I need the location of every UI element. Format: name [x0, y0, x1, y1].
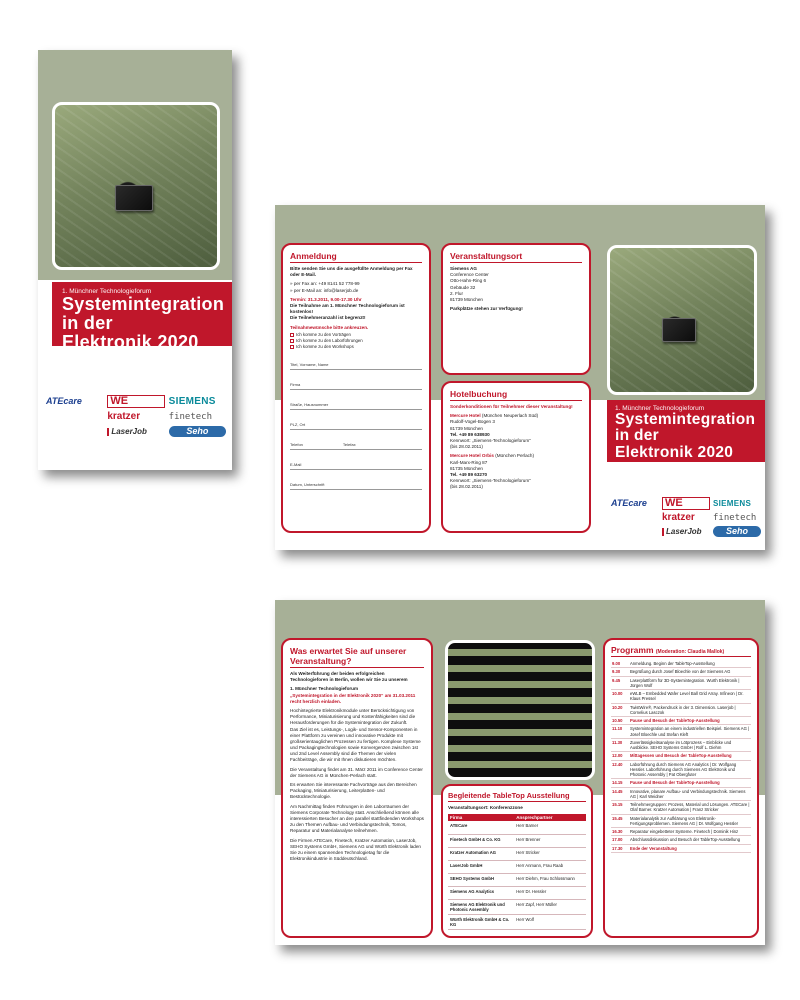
exhibitor-header-row: [448, 814, 586, 821]
table-row: [448, 899, 586, 914]
program-item: Anmeldung. Beginn der TableTop-Ausstellung: [629, 660, 751, 668]
expectations-lead: Als Weiterführung der beiden erfolgreichen Technologieforen in Berlin, wollen wir Sie zu unserem: [290, 671, 408, 683]
back-logo-grid: [611, 497, 761, 537]
program-item: Reparatur eingebetteter Systeme. Finetech | Dominik Hinz: [629, 828, 751, 836]
exhibitor-firm: Würth Elektronik GmbH & Co. KG: [448, 914, 514, 929]
checkbox-square[interactable]: [290, 333, 294, 337]
table-row: [611, 828, 751, 836]
hotel-2-name: Mercure Hotel Orbis: [450, 453, 494, 459]
program-item: Ende der Veranstaltung: [629, 844, 751, 852]
expectations-p6: Die Firmen ATECare, Finetech, Kratzer Automation, LaserJob, SEHO Systems GmbH, Siemens AG und Würth Elektronik laden Sie zu einem spannenden Technologietag für die Elektronikindustrie in Süddeutschland.: [290, 837, 421, 862]
program-time: 17.30: [611, 844, 629, 852]
cover-sheet: [38, 50, 232, 470]
hotel-2-location: (München Perlach): [495, 453, 535, 459]
program-item: Laserplattform für 3D-Systemintegration. Wurth Elektronik | Jürgen Wolf: [629, 676, 751, 690]
table-row: [611, 725, 751, 739]
back-title-banner: [607, 400, 765, 469]
hotel-1-until: (bis 28.02.2011): [450, 444, 483, 450]
table-row: [448, 834, 586, 847]
table-row: [611, 738, 751, 752]
venue-line: Siemens AG: [450, 266, 477, 271]
exhibitor-contact: Herr Barner: [514, 821, 586, 834]
expectations-invite: „Systemintegration in der Elektronik 2020“ am 31.03.2011 recht herzlich einladen.: [290, 692, 416, 704]
program-time: 15.15: [611, 801, 629, 815]
exhibitor-firm: Siemens AG Analytics: [448, 886, 514, 899]
program-heading: [611, 645, 751, 657]
registration-mail: » per E-Mail an: info@laserjob.de: [290, 287, 359, 293]
program-time: 14.15: [611, 779, 629, 787]
exhibitor-firm: ATECare: [448, 821, 514, 834]
cover-title-line2: Elektronik 2020: [62, 331, 199, 352]
back-forum-label: 1. Münchner Technologieforum: [615, 405, 705, 412]
table-row: [611, 660, 751, 668]
we-logo: WE: [662, 497, 710, 510]
program-item: Pause und Besuch der TableTop-Ausstellung: [629, 779, 751, 787]
siemens-logo: SIEMENS: [168, 395, 216, 407]
venue-heading: Veranstaltungsort: [450, 251, 582, 263]
expectations-box: [281, 638, 433, 938]
table-row: [448, 847, 586, 860]
registration-box: [281, 243, 431, 533]
field-street[interactable]: Straße, Hausnummer: [290, 390, 422, 410]
exhibitor-table: [448, 814, 586, 930]
field-phone: Telefon: [290, 441, 303, 447]
exhibitor-contact: Herr Brenner: [514, 834, 586, 847]
option-workshops-checkbox[interactable]: [290, 344, 422, 349]
hotel-2-code: Kennwort: „Siemens-Technologieforum“: [450, 478, 531, 484]
exhibitor-contact: Herr Zapf, Herr Müller: [514, 899, 586, 914]
option-talks-label: Ich komme zu den Vorträgen: [296, 331, 351, 337]
registration-limit: Die Teilnehmeranzahl ist begrenzt!: [290, 315, 366, 321]
exhibitor-contact: Herr Stricker: [514, 847, 586, 860]
table-row: [448, 914, 586, 929]
checkbox-square[interactable]: [290, 345, 294, 349]
hotel-intro: Sonderkonditionen für Teilnehmer dieser Veranstaltung!: [450, 404, 573, 409]
program-item: Begrüßung durch Josef Bloechle von der Siemens AG: [629, 668, 751, 676]
program-time: 15.45: [611, 814, 629, 828]
registration-heading: Anmeldung: [290, 251, 422, 263]
hotel-1-street: Rudolf-Vogel-Bogen 3: [450, 419, 495, 425]
exhibitor-contact: Herr Dr. Hessler: [514, 886, 586, 899]
table-row: [448, 860, 586, 873]
hotel-2-until: (bis 28.02.2011): [450, 484, 483, 490]
program-item: Materialanalytik zur Aufklärung von Elektronik-Fertigungsproblemen. Siemens AG | Dr. Wolfgang Hessler: [629, 814, 751, 828]
siemens-logo: SIEMENS: [713, 498, 752, 508]
option-workshops-label: Ich komme zu den Workshops: [296, 343, 354, 349]
program-item: Abschlussdiskussion und Besuch der TableTop-Ausstellung: [629, 836, 751, 844]
finetech-logo: finetech: [713, 512, 757, 523]
table-row: [448, 886, 586, 899]
cover-title-banner: [52, 282, 232, 360]
hotel-1-phone: Tel. +49 89 638930: [450, 431, 490, 437]
chip-image: [662, 318, 696, 342]
hotel-2-phone: Tel. +49 89 63270: [450, 471, 488, 477]
program-item: Systemintegration an einem industriellen Beispiel. Siemens AG | Josef Bloechle und Stefan Kleft: [630, 726, 750, 737]
exhibitor-contact: Herr Diehm, Frau Schlossmann: [514, 873, 586, 886]
field-signature[interactable]: Datum, Unterschrift: [290, 470, 422, 490]
field-company[interactable]: Firma: [290, 370, 422, 390]
program-time: 11.10: [611, 725, 629, 739]
table-row: [611, 752, 751, 760]
option-labs-label: Ich komme zu den Laborführungen: [296, 337, 363, 343]
cover-chip-photo: [52, 102, 220, 270]
registration-fee: Die Teilnahme am 1. Münchner Technologieforum ist kostenlos!: [290, 302, 405, 315]
expectations-p3: Die Veranstaltung findet am 31. März 2011 im Conference Center der Siemens AG in München-Perlach statt.: [290, 766, 423, 778]
checkbox-square[interactable]: [290, 339, 294, 343]
hotel-heading: Hotelbuchung: [450, 389, 582, 401]
table-row: [448, 821, 586, 834]
registration-deadline: Termin: 31.3.2011, 9.00-17.30 Uhr: [290, 296, 362, 302]
exhibitor-firm: LaserJob GmbH: [448, 860, 514, 873]
cover-title-line1: Systemintegration in der: [62, 294, 225, 333]
program-time: 16.30: [611, 828, 629, 836]
table-row: [611, 814, 751, 828]
exhibitor-firm: Siemens AG Elektronik und Photonic Assembly: [448, 899, 514, 914]
expectations-p2: Das Ziel ist es, Leistungs-, Logik- und Sensor-Komponenten in einer Plattform zu vereinen und innovative Produkte mit großserientauglichen Prozessen zu fertigen. Komplexe Systeme und Packagingtechnologien sowie Konvergenzen zwischen 1st und 2nd Level Assembly sind die Themen der vielen Fachbeiträge, die wir mit Ihnen diskutieren möchten.: [290, 726, 421, 763]
atecare-logo: ATEcare: [611, 498, 647, 508]
program-time: 10.20: [611, 703, 629, 717]
atecare-logo: ATEcare: [46, 396, 82, 406]
chip-image: [115, 185, 153, 211]
expectations-p4: Es erwarten Sie interessante Fachvorträge aus den Bereichen Packaging, Miniaturisierung, Leiterplatten- und Bestücktechnologie.: [290, 782, 417, 800]
program-item: TwistWire®, Packendruck in der 3. Dimension. Laserjob | Cornelius Lasczok: [629, 703, 751, 717]
exhibitor-contact: Herr Anmann, Frau Raab: [514, 860, 586, 873]
program-title: Programm: [611, 645, 654, 655]
program-item: Innovative, planare Aufbau- und Verbindungstechnik. Siemens AG | Karl Weidner: [629, 787, 751, 801]
expectations-p1: Hochintegrierte Elektronikmodule unter Berücksichtigung von Performance, Miniaturisierung und Kostenfähigkeiten sind die Herausforderungen für die Systemintegration der Zukunft.: [290, 707, 416, 726]
hotel-box: [441, 381, 591, 533]
expectations-heading: Was erwartet Sie auf unserer Veranstaltung?: [290, 646, 424, 668]
program-time: 9.30: [611, 668, 629, 676]
program-time: 10.00: [611, 690, 629, 704]
cover-forum-label: 1. Münchner Technologieforum: [62, 288, 152, 295]
program-time: 9.45: [611, 676, 629, 690]
table-row: [448, 873, 586, 886]
table-row: [611, 668, 751, 676]
we-logo: WE: [107, 395, 164, 408]
finetech-logo: finetech: [168, 411, 213, 422]
program-box: [603, 638, 759, 938]
field-fax: Telefax: [342, 441, 356, 447]
exhibitor-firm: Kratzer Automation AG: [448, 847, 514, 860]
hotel-1-city: 81739 München: [450, 425, 483, 431]
program-table: [611, 660, 751, 853]
venue-box: [441, 243, 591, 375]
field-phone-fax[interactable]: [290, 430, 422, 450]
kratzer-logo: kratzer: [662, 512, 695, 523]
cover-date: 31.3.2011 von 9.00 bis 17.30 Uhr: [133, 353, 222, 360]
program-item: Laborführung durch Siemens AG Analytics | Dr. Wolfgang Hessler. Laborführung durch Siemens AG Elektronik und Photonic Assembly | Pat Obergfuter: [629, 760, 751, 779]
back-chip-photo: [607, 245, 757, 395]
program-time: 14.45: [611, 787, 629, 801]
expectations-forum: 1. Münchner Technologieforum: [290, 686, 359, 692]
program-item: eWLB – Embedded Wafer Level Ball Grid Array. Infineon | Dr. Klaus Pressel: [629, 690, 751, 704]
table-row: [611, 844, 751, 852]
venue-line: Gebäude 32: [450, 284, 476, 290]
program-time: 10.50: [611, 717, 629, 725]
table-row: [611, 676, 751, 690]
back-date: 31.3.2011 von 9.00 bis 17.30 Uhr: [668, 462, 757, 469]
field-email[interactable]: E-Mail: [290, 450, 422, 470]
field-name[interactable]: Titel, Vorname, Name: [290, 350, 422, 370]
table-row: [611, 760, 751, 779]
venue-parking: Parkplätze stehen zur Verfügung!: [450, 306, 523, 312]
exhibition-location: Veranstaltungsort: Konferenzzone: [448, 805, 523, 810]
outside-spread: [275, 205, 765, 550]
exhibitor-contact: Herr Wolf: [514, 914, 586, 929]
program-item: Teilnehmergruppen: Prozess, Material und Lösungen. ATECare | Olaf Barner. Kratzer Automation | Franz Stricker: [630, 802, 750, 813]
venue-line: Otto-Hahn-Ring 6: [450, 278, 487, 284]
exhibition-heading: Begleitende TableTop Ausstellung: [448, 791, 586, 802]
hotel-2-city: 81735 München: [450, 465, 483, 471]
program-time: 9.00: [611, 660, 629, 668]
exhibitor-firm: SEHO Systems GmbH: [448, 873, 514, 886]
program-item: Mittagessen und Besuch der TableTop-Ausstellung: [629, 752, 751, 760]
table-row: [611, 836, 751, 844]
hotel-2: [450, 453, 582, 490]
registration-intro: Bitte senden Sie uns die ausgefüllte Anmeldung per Fax oder E-Mail.: [290, 266, 413, 278]
back-title-line2: Elektronik 2020: [615, 443, 734, 461]
venue-line: Conference Center: [450, 272, 489, 278]
option-labs-checkbox[interactable]: [290, 338, 422, 343]
program-time: 11.30: [611, 738, 629, 752]
registration-wish: Teilnahmewünsche bitte ankreuzen.: [290, 324, 369, 330]
hotel-2-street: Karl-Marx-Ring 87: [450, 459, 488, 465]
program-moderation: (Moderation: Claudia Mallok): [655, 649, 725, 655]
expectations-p5: Am Nachmittag finden Führungen in den Laborräumen der Siemens Corporate Technology statt. Anschließend können alle interessierten Besucher an den parallel stattfindenden Workshops zu den Themen Aufbau- und Verbindungstechnik, Tomos, Reparatur und Materialanalyse teilnehmen.: [290, 803, 424, 834]
exhibitor-firm: Finetech GmbH & Co. KG: [448, 834, 514, 847]
table-row: [611, 801, 751, 815]
cover-logo-grid: [46, 395, 226, 437]
inside-spread: [275, 600, 765, 945]
program-time: 12.00: [611, 752, 629, 760]
seho-logo: Seho: [169, 426, 226, 437]
inside-chip-photo: [445, 640, 595, 780]
field-city[interactable]: PLZ, Ort: [290, 410, 422, 430]
program-item: Pause und Besuch der TableTop-Ausstellung: [629, 717, 751, 725]
venue-address: [450, 266, 582, 303]
exhibitor-col-contact: Ansprechpartner: [514, 814, 586, 821]
table-row: [611, 717, 751, 725]
exhibitor-col-firm: Firma: [448, 814, 514, 821]
hotel-1-location: (München Neuperlach Süd): [481, 413, 539, 419]
exhibition-box: [441, 784, 593, 938]
option-talks-checkbox[interactable]: [290, 332, 422, 337]
venue-line: 2. Flur: [450, 290, 464, 296]
program-item: Zuverlässigkeitsanalyse im Lötprozess – Einblicke und Ausblicke. SEHO Systems GmbH | Rolf L. Diehm: [629, 738, 751, 752]
table-row: [611, 787, 751, 801]
table-row: [611, 779, 751, 787]
seho-logo: Seho: [713, 526, 761, 537]
hotel-1: [450, 413, 582, 450]
laserjob-logo: LaserJob: [662, 528, 710, 536]
registration-fax: » per Fax an: +49 8141 52 778-99: [290, 281, 360, 287]
venue-line: 81739 München: [450, 296, 483, 302]
laserjob-logo: LaserJob: [107, 428, 164, 436]
back-title-line1: Systemintegration in der: [615, 411, 756, 445]
kratzer-logo: kratzer: [107, 411, 141, 422]
table-row: [611, 690, 751, 704]
hotel-1-name: Mercure Hotel: [450, 413, 481, 419]
table-row: [611, 703, 751, 717]
program-time: 17.00: [611, 836, 629, 844]
program-time: 12.40: [611, 760, 629, 779]
hotel-1-code: Kennwort: „Siemens-Technologieforum“: [450, 437, 531, 443]
